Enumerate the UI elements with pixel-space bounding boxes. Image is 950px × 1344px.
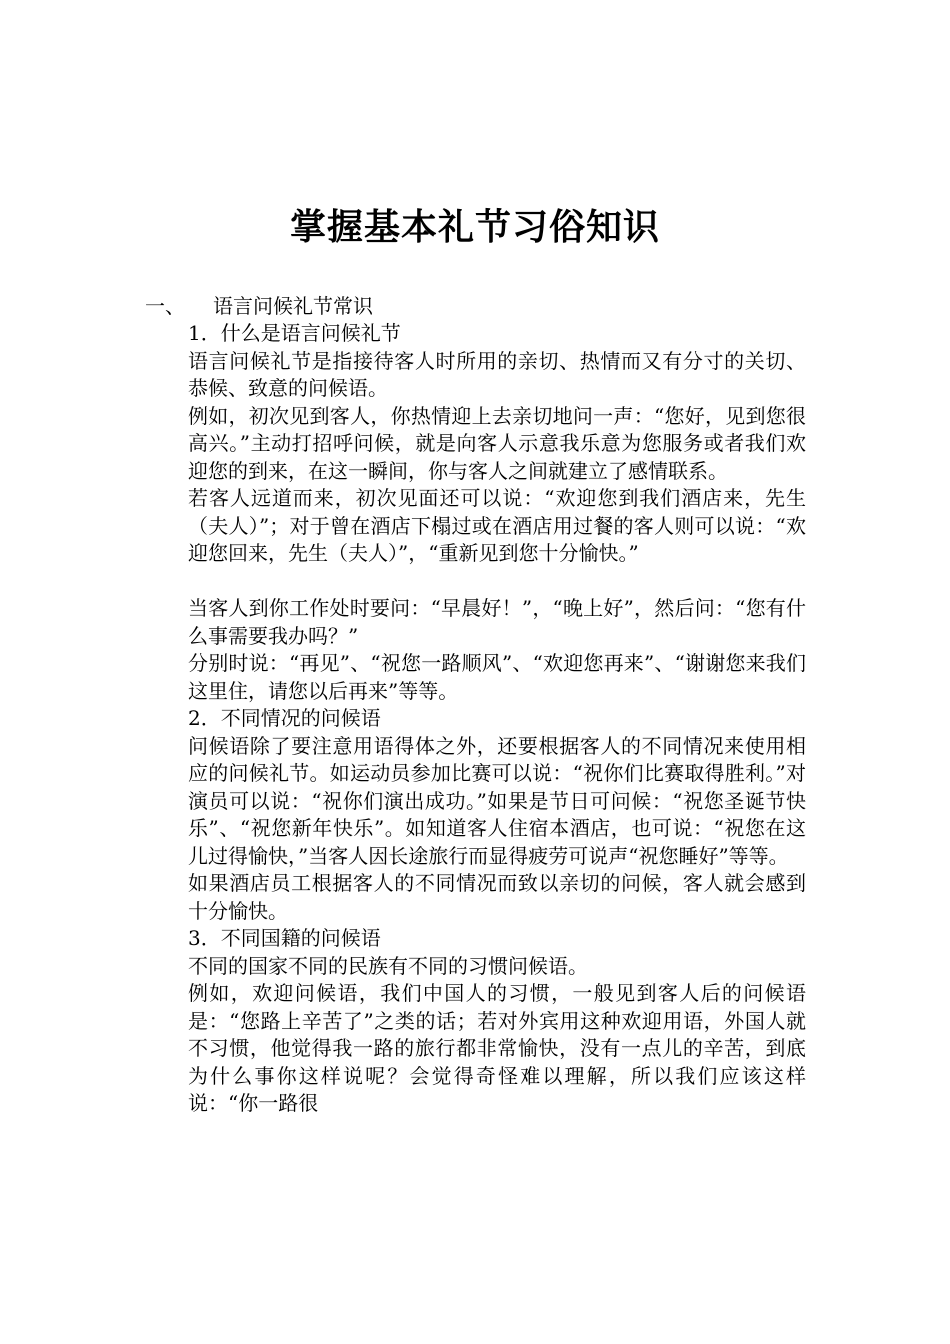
paragraph: 例如，欢迎问候语，我们中国人的习惯，一般见到客人后的问候语是：“您路上辛苦了”之类的话；若对外宾用这种欢迎用语，外国人就不习惯，他觉得我一路的旅行都非常愉快，没有一点儿的辛苦，到底为什么事你这样说呢？会觉得奇怪难以理解，所以我们应该这样说：“你一路很 <box>188 981 806 1115</box>
section-heading-text: 语言问候礼节常识 <box>213 294 373 318</box>
paragraph: 问候语除了要注意用语得体之外，还要根据客人的不同情况来使用相应的问候礼节。如运动员参加比赛可以说：“祝你们比赛取得胜利。”对演员可以说：“祝你们演出成功。”如果是节日可问候：“祝您圣诞节快乐”、“祝您新年快乐”。如知道客人住宿本酒店，也可说：“祝您在这儿过得愉快，”当客人因长途旅行而显得疲劳可说声“祝您睡好”等等。 <box>188 733 806 868</box>
paragraph: 分别时说：“再见”、“祝您一路顺风”、“欢迎您再来”、“谢谢您来我们这里住，请您以后再来”等等。 <box>188 651 806 703</box>
paragraph: 若客人远道而来，初次见面还可以说：“欢迎您到我们酒店来，先生（夫人）”；对于曾在酒店下榻过或在酒店用过餐的客人则可以说：“欢迎您回来，先生（夫人）”，“重新见到您十分愉快。” <box>188 486 806 565</box>
subsection-heading: 3．不同国籍的问候语 <box>188 926 381 950</box>
paragraph: 不同的国家不同的民族有不同的习惯问候语。 <box>188 953 588 978</box>
document-body <box>188 320 806 1118</box>
blank-line <box>188 568 806 596</box>
paragraph: 例如，初次见到客人，你热情迎上去亲切地问一声：“您好，见到您很高兴。”主动打招呼问候，就是向客人示意我乐意为您服务或者我们欢迎您的到来，在这一瞬间，你与客人之间就建立了感情联系。 <box>188 403 806 483</box>
subsection-heading: 1．什么是语言问候礼节 <box>188 321 401 345</box>
document-title: 掌握基本礼节习俗知识 <box>289 207 660 248</box>
paragraph: 语言问候礼节是指接待客人时所用的亲切、热情而又有分寸的关切、恭候、致意的问候语。 <box>188 348 806 400</box>
subsection-heading: 2．不同情况的问候语 <box>188 706 381 730</box>
paragraph: 如果酒店员工根据客人的不同情况而致以亲切的问候，客人就会感到十分愉快。 <box>188 871 806 923</box>
paragraph: 当客人到你工作处时要问：“早晨好！”，“晚上好”，然后问：“您有什么事需要我办吗？” <box>188 596 806 648</box>
section-number: 一、 <box>145 294 185 318</box>
section-heading <box>145 292 373 320</box>
